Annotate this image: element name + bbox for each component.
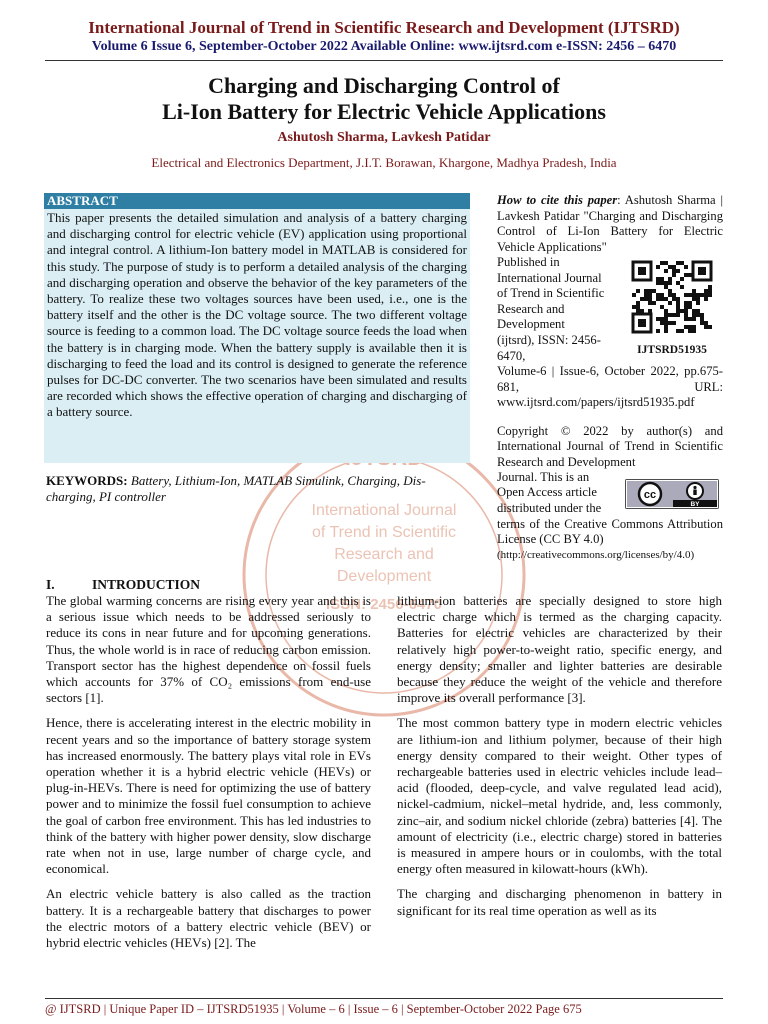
seal-line-2: of Trend in Scientific	[311, 524, 457, 541]
keywords	[46, 473, 470, 505]
paper-affiliation: Electrical and Electronics Department, J.I.T. Borawan, Khargone, Madhya Pradesh, India	[151, 155, 617, 170]
seal-line-1: International Journal	[311, 502, 457, 519]
intro-paragraph: An electric vehicle battery is also called as the traction battery. It is a rechargeable battery that discharges to power the electric motors of a battery electric vehicle (BEV) or hybrid electric vehicles (HEVs) [2]. The	[46, 886, 371, 951]
intro-paragraph: The charging and discharging phenomenon in battery in significant for its real time operation as well as its	[397, 886, 722, 918]
paper-title	[0, 73, 768, 125]
journal-title: International Journal of Trend in Scientific Research and Development (IJTSRD)	[88, 18, 680, 37]
copyright-top-text: Copyright © 2022 by author(s) and International Journal of Trend in Scientific Research and Development	[497, 424, 723, 469]
section-title: INTRODUCTION	[92, 577, 201, 592]
qr-code-icon	[631, 260, 713, 334]
cc-by-license-icon	[625, 479, 719, 509]
abstract-text: This paper presents the detailed simulation and analysis of a battery charging and discharging control for electric vehicle (EV) application using proportional and integral control. A lithium-Ion battery model in MATLAB is considered for this study. The purpose of study is to perform a detailed analysis of the charging and discharging operation and observe the behavior of the key parameters of the battery. To realize these two voltages sources have been used, i.e., one is the battery itself and the other is the DC voltage source. The two different voltage source is feeding to a common load. The DC voltage source feeds the load when the battery is in charging mode. When the battery supply is available then it is discharging to feed the load and its control is designed to generate the reference pulses for DC-DC converter. The two scenarios have been simulated and results are recorded which shows the effective operation of charging and discharging of a battery source.	[47, 210, 467, 420]
copyright-bottom-text: terms of the Creative Commons Attribution License (CC BY 4.0)	[497, 517, 723, 547]
intro-paragraph: lithium-ion batteries are specially designed to store high electric charge which is termed as the charging capacity. Batteries for electric vehicles are characterized by their relatively high power-to-weight ratio, specific energy, and energy density; smaller and lighter batteries are desirable because they reduce the weight of the vehicle and therefore improve its overall performance [3].	[397, 593, 722, 706]
keywords-text: Battery, Lithium-Ion, MATLAB Simulink, Charging, Dis-charging, PI controller	[46, 473, 426, 504]
citation-block	[497, 193, 724, 410]
header-divider	[45, 60, 723, 61]
cite-top-text: : Ashutosh Sharma | Lavkesh Patidar "Charging and Discharging Control of Li-Ion Battery for Electric Vehicle Applications"	[497, 193, 724, 254]
paper-title-line-1: Charging and Discharging Control of	[208, 73, 560, 98]
intro-paragraph: Hence, there is accelerating interest in the electric mobility in recent years and so the importance of battery storage system has increased enormously. The battery plays vital role in EVs operation whether it is a hybrid electric vehicle (HEVs) or plug-in-HEVs. There is need for optimizing the use of battery power and to minimize the fossil fuel consumption to achieve the goal of carbon free environment. This has led industries to think of the battery with higher power density, slow discharge rate when not in use, large number of charge cycle, and economical.	[46, 715, 371, 877]
seal-issn: ISSN: 2456-6470	[326, 596, 442, 613]
cite-bottom-text: Volume-6 | Issue-6, October 2022, pp.675-681, URL: www.ijtsrd.com/papers/ijtsrd51935.pdf	[497, 364, 723, 410]
section-heading-introduction	[46, 577, 200, 593]
copyright-left-text: Journal. This is an Open Access article distributed under the	[497, 470, 602, 515]
journal-volume-line: Volume 6 Issue 6, September-October 2022 Available Online: www.ijtsrd.com e-ISSN: 2456 – 6470	[91, 39, 677, 54]
cite-published-text: Published in International Journal of Trend in Scientific Research and Development (ijtsrd), ISSN: 2456-6470,	[497, 255, 605, 363]
abstract-box	[44, 193, 470, 463]
intro-left-column	[46, 593, 371, 960]
seal-line-3: Research and	[334, 546, 434, 563]
footer-divider	[45, 998, 723, 999]
by-text: BY	[690, 501, 700, 508]
qr-code-label: IJTSRD51935	[637, 344, 707, 356]
cite-label: How to cite this paper	[497, 193, 618, 207]
seal-line-4: Development	[336, 568, 432, 585]
keywords-label: KEYWORDS:	[46, 473, 128, 488]
cc-text: cc	[643, 489, 657, 501]
copyright-block	[497, 424, 723, 561]
license-link[interactable]: (http://creativecommons.org/licenses/by/4.0)	[497, 549, 695, 561]
paper-authors: Ashutosh Sharma, Lavkesh Patidar	[277, 130, 491, 145]
page-footer: @ IJTSRD | Unique Paper ID – IJTSRD51935 | Volume – 6 | Issue – 6 | September-October 2022 Page 675	[45, 1002, 582, 1016]
abstract-heading: ABSTRACT	[44, 193, 470, 209]
intro-right-column	[397, 593, 722, 928]
intro-paragraph: The global warming concerns are rising every year and this is a serious issue which needs to be addressed seriously to reduce its cons in near future and for upcoming generations. Thus, the whole world is in race of reducing carbon emission. Transport sector has the highest dependence on fossil fuels which accounts for 37% of CO₂ emissions from end-use sectors [1].	[46, 593, 371, 706]
paper-title-line-2: Li-Ion Battery for Electric Vehicle Applications	[162, 99, 606, 124]
intro-paragraph: The most common battery type in modern electric vehicles are lithium-ion and lithium polymer, because of their high energy density compared to their weight. Other types of rechargeable batteries used in electric vehicles include lead–acid (flooded, deep-cycle, and valve regulated lead acid), nickel-cadmium, nickel–metal hydride, and, less commonly, zinc–air, and sodium nickel chloride (zebra) batteries [4]. The amount of electricity (i.e., electric charge) stored in batteries is measured in ampere hours or in coulombs, with the total energy often measured in kilowatt-hours (kWh).	[397, 715, 722, 877]
section-number: I.	[46, 577, 55, 592]
